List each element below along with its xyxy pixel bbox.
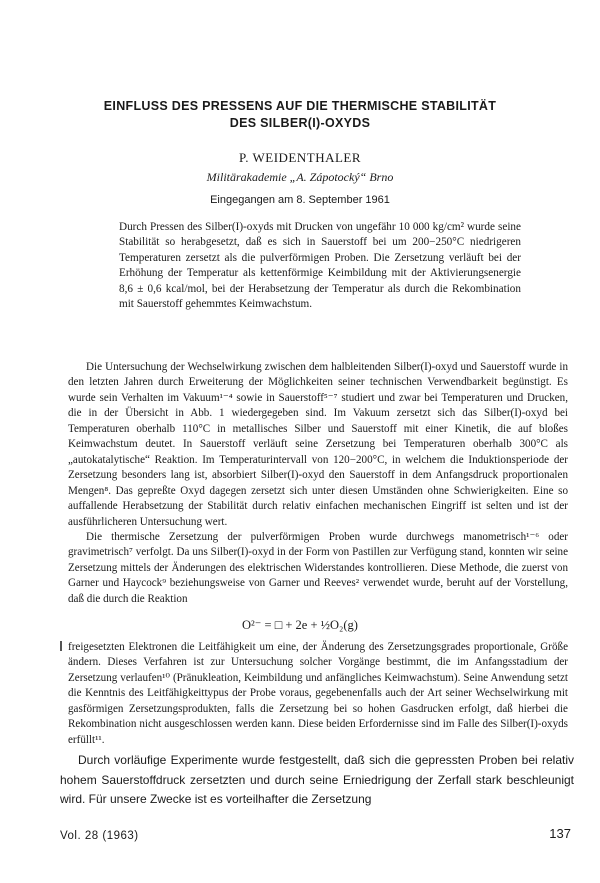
paragraph-4: Durch vorläufige Experimente wurde festgestellt, daß sich die gepressten Proben bei relativ hohem Sauerstoffdruck zersetzten und durch seine Erniedrigung der Zerfall stark beschleunigt wird. Für unsere Zwecke ist es vorteilhafter die Zersetzung xyxy=(60,753,574,806)
page-number: 137 xyxy=(549,826,571,841)
body-section-3 xyxy=(60,751,574,810)
author-name: P. WEIDENTHALER xyxy=(238,150,362,165)
title-line-1: EINFLUSS DES PRESSENS AUF DIE THERMISCHE STABILITÄT xyxy=(103,99,497,113)
received-date: Eingegangen am 8. September 1961 xyxy=(210,194,390,206)
margin-mark xyxy=(60,641,62,651)
article-title xyxy=(0,98,600,132)
paragraph-1: Die Untersuchung der Wechselwirkung zwischen dem halbleitenden Silber(I)-oxyd und Sauerstoff wurde in den letzten Jahren durch Erweiterung der Möglichkeiten seiner technischen Verwendbarkeit begünstigt. Es wurde sein Verhalten im Vakuum¹⁻⁴ sowie in Sauerstoff⁵⁻⁷ studiert und zwar bei Temperaturen und Drucken, die in der Übersicht in Abb. 1 wiedergegeben sind. Im Vakuum zersetzt sich das Silber(I)-oxyd bei Temperaturen oberhalb 110°C in metallisches Silber und Sauerstoff mit einer Kinetik, die auf bloßes Keimwachstum deutet. In Sauerstoff verläuft seine Zersetzung bei Temperaturen oberhalb 300°C als „autokatalytische“ Reaktion. Im Temperaturintervall von 120−200°C, in welchem die Induktionsperiode der Zersetzung besonders lang ist, absorbiert Silber(I)-oxyd den Sauerstoff in dem Anfangsdruck proportionalen Mengen⁸. Das gepreßte Oxyd dagegen zersetzt sich unter diesen Umständen ohne Schwierigkeiten. Eine so auffallende Herabsetzung der Stabilität durch relativ einfachen mechanischen Eingriff ist selten und ist der ausführlicheren Untersuchung wert. xyxy=(68,361,568,528)
title-line-2: DES SILBER(I)-OXYDS xyxy=(229,116,371,130)
journal-volume: Vol. 28 (1963) xyxy=(60,830,139,842)
body-section-2 xyxy=(68,640,568,748)
paragraph-2: Die thermische Zersetzung der pulverförmigen Proben wurde durchwegs manometrisch¹⁻⁶ oder gravimetrisch⁷ verfolgt. Da uns Silber(I)-oxyd in der Form von Pastillen zur Verfügung stand, konnten wir seine Zersetzung mittels der Änderungen des elektrischen Widerstandes kontrollieren. Diese Methode, die zuerst von Garner und Haycock⁹ beziehungsweise von Garner und Reeves² verwendet wurde, beruht auf der Vorstellung, daß die durch die Reaktion xyxy=(68,530,568,605)
reaction-equation: O²⁻ = □ + 2e + ½O₂(g) xyxy=(242,618,358,632)
author-affiliation: Militärakademie „A. Zápotocký“ Brno xyxy=(206,170,394,184)
abstract: Durch Pressen des Silber(I)-oxyds mit Drucken von ungefähr 10 000 kg/cm² wurde seine Stabilität so herabgesetzt, daß es sich in Sauerstoff bei um 200−250°C niedrigeren Temperaturen zersetzt als die pulverförmigen Proben. Die Zersetzung verläuft bei der Erhöhung der Temperatur als kettenförmige Keimbildung mit der Aktivierungsenergie 8,6 ± 0,6 kcal/mol, bei der Herabsetzung der Temperatur als durch die Rekombination mit Sauerstoff gehemmtes Keimwachstum. xyxy=(119,221,521,311)
paragraph-3: freigesetzten Elektronen die Leitfähigkeit um eine, der Änderung des Zersetzungsgrades proportionale, Größe ändern. Dieses Verfahren ist zur Untersuchung solcher Vorgänge bestimmt, die im Anfangsstadium der Zersetzung verlaufen¹⁰ (Pränukleation, Keimbildung und anfängliches Keimwachstum). Seine Anwendung setzt die Kenntnis des Leitfähigkeittypus der Probe voraus, gegebenenfalls auch der Art seiner Wechselwirkung mit gasförmigen Zersetzungsprodukten, falls die Zersetzung bei so hohen Gasdrucken erfolgt, daß hierbei die Rekombination nicht ausgeschlossen werden kann. Diese beiden Erfordernisse sind im Falle des Silber(I)-oxyds erfüllt¹¹. xyxy=(68,641,568,746)
body-section-1 xyxy=(68,360,568,607)
